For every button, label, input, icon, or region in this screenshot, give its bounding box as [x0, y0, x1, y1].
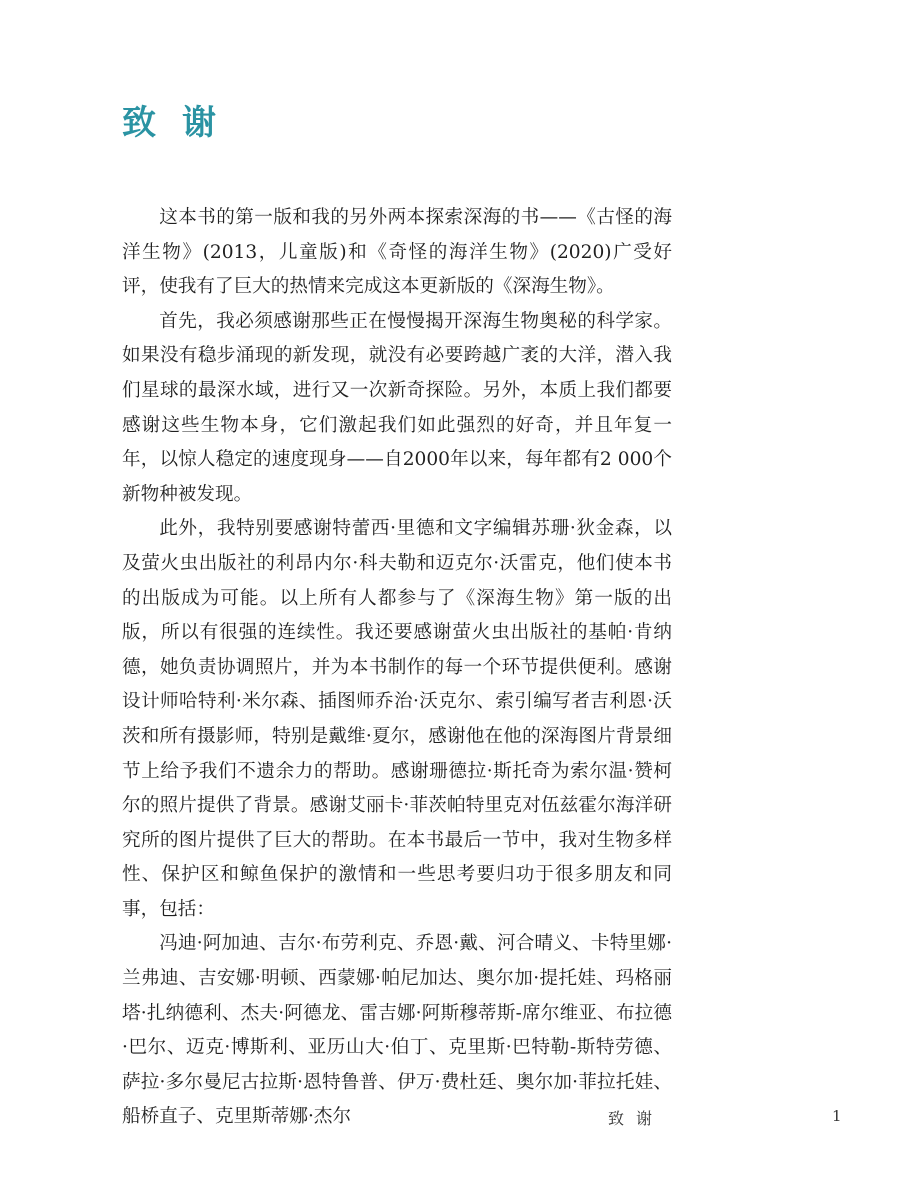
running-footer-title: 致谢: [608, 1109, 665, 1128]
page-title: 致谢: [122, 103, 242, 143]
page-number: 1: [832, 1107, 842, 1125]
body-text: [122, 201, 672, 1135]
paragraph: 冯迪·阿加迪、吉尔·布劳利克、乔恩·戴、河合晴义、卡特里娜·兰弗迪、吉安娜·明顿、西蒙娜·帕尼加达、奥尔加·提托娃、玛格丽塔·扎纳德利、杰夫·阿德龙、雷吉娜·阿斯穆蒂斯-席尔维亚、布拉德·巴尔、迈克·博斯利、亚历山大·伯丁、克里斯·巴特勒-斯特劳德、萨拉·多尔曼尼古拉斯·恩特鲁普、伊万·费杜廷、奥尔加·菲拉托娃、船桥直子、克里斯蒂娜·杰尔: [122, 933, 672, 1128]
paragraph: 这本书的第一版和我的另外两本探索深海的书——《古怪的海洋生物》(2013，儿童版)和《奇怪的海洋生物》(2020)广受好评，使我有了巨大的热情来完成这本更新版的《深海生物》。: [122, 207, 672, 298]
paragraph: 此外，我特别要感谢特蕾西·里德和文字编辑苏珊·狄金森，以及萤火虫出版社的利昂内尔·科夫勒和迈克尔·沃雷克，他们使本书的出版成为可能。以上所有人都参与了《深海生物》第一版的出版，所以有很强的连续性。我还要感谢萤火虫出版社的基帕·肯纳德，她负责协调照片，并为本书制作的每一个环节提供便利。感谢设计师哈特利·米尔森、插图师乔治·沃克尔、索引编写者吉利恩·沃茨和所有摄影师，特别是戴维·夏尔，感谢他在他的深海图片背景细节上给予我们不遗余力的帮助。感谢珊德拉·斯托奇为索尔温·赞柯尔的照片提供了背景。感谢艾丽卡·菲茨帕特里克对伍兹霍尔海洋研究所的图片提供了巨大的帮助。在本书最后一节中，我对生物多样性、保护区和鲸鱼保护的激情和一些思考要归功于很多朋友和同事，包括：: [122, 518, 672, 920]
paragraph: 首先，我必须感谢那些正在慢慢揭开深海生物奥秘的科学家。如果没有稳步涌现的新发现，就没有必要跨越广袤的大洋，潜入我们星球的最深水域，进行又一次新奇探险。另外，本质上我们都要感谢这些生物本身，它们激起我们如此强烈的好奇，并且年复一年，以惊人稳定的速度现身——自2000年以来，每年都有2 000个新物种被发现。: [122, 310, 672, 505]
